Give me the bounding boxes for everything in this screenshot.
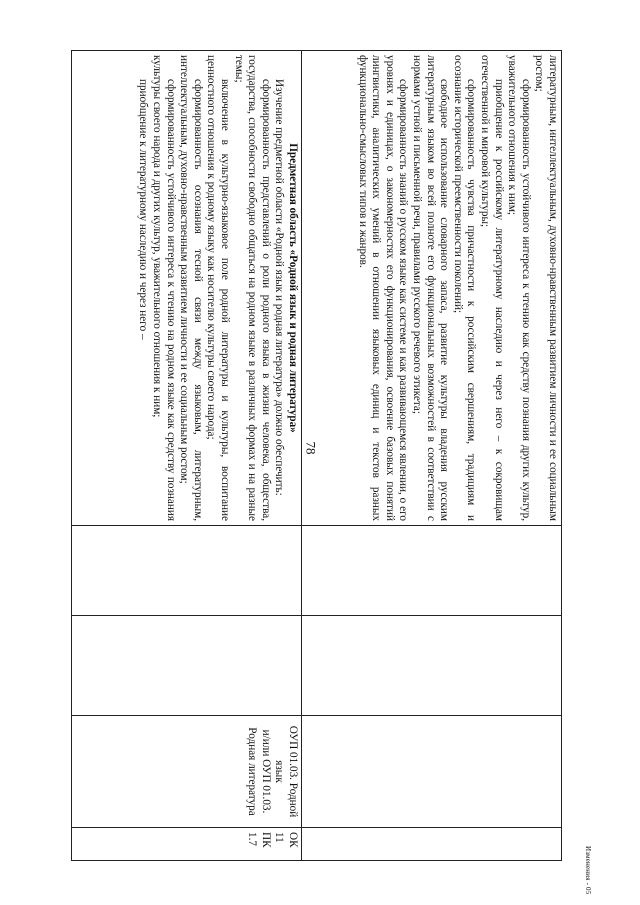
paragraph: сформированность осознания тесной связи между языковым, литературным, интеллектуальным, духовно-нравственным развитием личности и ее социальным ростом; bbox=[178, 55, 204, 521]
paragraph: сформированность устойчивого интереса к чтению как средству познания других культур, уважительного отношения к ним; bbox=[506, 55, 532, 521]
paragraph: Изучение предметной области «Родной язык и родная литература» должно обеспечить: bbox=[273, 79, 286, 496]
subject-code: ОУП 01.03. Родной язык bbox=[273, 725, 299, 818]
subject-cell bbox=[72, 716, 302, 828]
table-row bbox=[72, 51, 302, 861]
page-number: 78 bbox=[303, 441, 319, 455]
empty-cell bbox=[72, 616, 302, 716]
empty-cell bbox=[302, 526, 562, 616]
paragraph: приобщение к литературному наследию и через него – bbox=[137, 79, 150, 340]
empty-cell bbox=[302, 828, 562, 861]
empty-cell bbox=[302, 616, 562, 716]
empty-cell bbox=[72, 526, 302, 616]
paragraph: свободное использование словарного запаса, развитие культуры владения русским литературным языком во всей полноте его функциональных возможностей в соответствии с нормами устной и письменной речи, правилами русского речевого этикета; bbox=[411, 55, 451, 521]
paragraph: сформированность чувства причастности к российским свершениям, традициям и осознание исторической преемственности поколений; bbox=[451, 55, 478, 521]
subject-alt: и/или ОУП 01.03. bbox=[259, 729, 272, 814]
paragraph: приобщение к российскому литературному наследию и через него – к сокровищам отечественной и мировой культуры; bbox=[479, 55, 505, 521]
outcomes-cell bbox=[302, 51, 562, 526]
paragraph: включение в культурно-языковое поле родной литературы и культуры, воспитание ценностного отношения к родному языку как носителю культуры своего народа; bbox=[205, 55, 232, 521]
outcomes-cell bbox=[72, 51, 302, 526]
paragraph: литературным, интеллектуальным, духовно-нравственным развитием личности и ее социальным ростом; bbox=[533, 55, 559, 521]
competency-pk: ПК 1.7 bbox=[246, 832, 272, 848]
revision-note: Изменения - 05 bbox=[584, 846, 592, 895]
table-row bbox=[302, 51, 562, 861]
curriculum-table bbox=[71, 50, 562, 861]
subject-name: Родная литература bbox=[246, 727, 259, 816]
competency-cell bbox=[72, 828, 302, 861]
paragraph: сформированность знаний о русском языке как системе и как развивающемся явлении, о его уровнях и единицах, о закономерностях его функционирования, освоение базовых понятий лингвистики, аналитических умений в отношении языковых единиц и текстов разных функционально-смысловых типов и жанров. bbox=[356, 55, 410, 521]
empty-cell bbox=[302, 716, 562, 828]
paragraph: сформированность устойчивого интереса к чтению на родном языке как средству познания культуры своего народа и других культур, уважительного отношения к ним; bbox=[151, 55, 177, 521]
competency-ok: ОК 11 bbox=[273, 832, 299, 848]
section-heading: Предметная область «Родной язык и родная литература» bbox=[287, 143, 299, 433]
paragraph: сформированность представлений о роли родного языка в жизни человека, общества, государства, способности свободно общаться на родном языке в различных формах и на разные темы; bbox=[232, 55, 272, 521]
rotated-table bbox=[72, 50, 562, 860]
